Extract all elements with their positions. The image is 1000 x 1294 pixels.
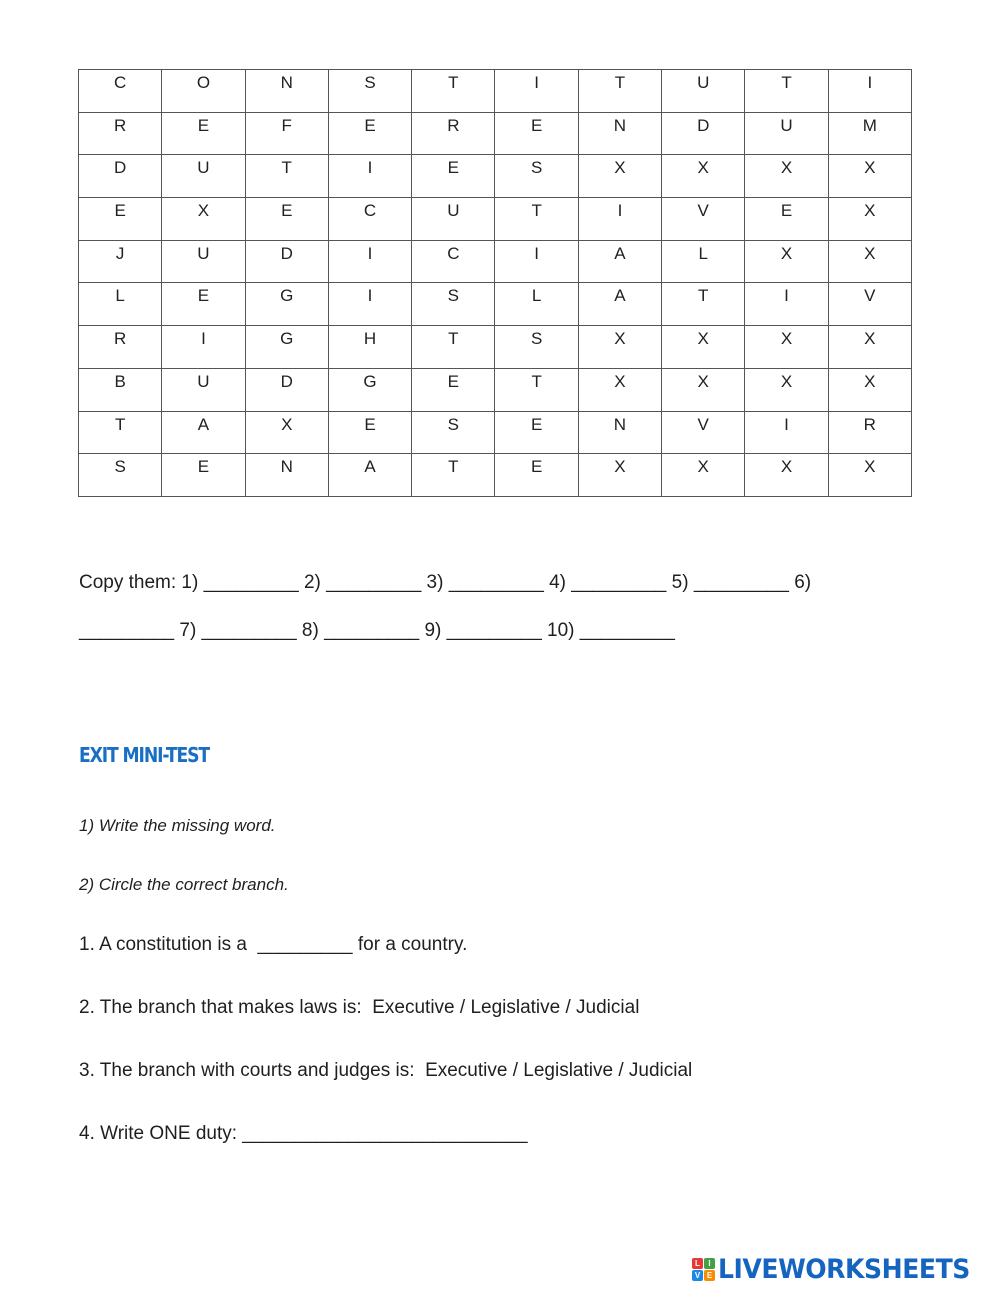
grid-cell: G: [245, 326, 328, 369]
grid-cell: L: [495, 283, 578, 326]
grid-cell: A: [578, 240, 661, 283]
grid-cell: L: [662, 240, 745, 283]
grid-cell: X: [745, 240, 828, 283]
grid-cell: A: [328, 454, 411, 497]
grid-cell: C: [328, 198, 411, 241]
logo-block: E: [704, 1270, 715, 1281]
grid-cell: X: [828, 240, 911, 283]
logo-block: V: [692, 1270, 703, 1281]
copy-line-2: _________ 7) _________ 8) _________ 9) _________ 10) _________: [79, 620, 675, 641]
question-1: 1. A constitution is a _________ for a country.: [79, 934, 468, 955]
grid-cell: I: [578, 198, 661, 241]
grid-cell: G: [245, 283, 328, 326]
grid-cell: U: [662, 70, 745, 113]
logo-blocks-icon: [692, 1258, 715, 1281]
grid-cell: I: [495, 240, 578, 283]
grid-cell: X: [828, 155, 911, 198]
grid-cell: I: [745, 411, 828, 454]
grid-cell: A: [162, 411, 245, 454]
grid-cell: X: [662, 454, 745, 497]
grid-cell: X: [828, 198, 911, 241]
grid-cell: T: [245, 155, 328, 198]
grid-cell: E: [162, 283, 245, 326]
grid-cell: U: [412, 198, 495, 241]
grid-cell: X: [745, 326, 828, 369]
grid-cell: S: [495, 326, 578, 369]
grid-cell: C: [412, 240, 495, 283]
grid-cell: J: [79, 240, 162, 283]
grid-row: [79, 411, 912, 454]
grid-row: [79, 368, 912, 411]
grid-row: [79, 198, 912, 241]
grid-row: [79, 326, 912, 369]
grid-row: [79, 70, 912, 113]
grid-cell: X: [578, 368, 661, 411]
grid-row: [79, 155, 912, 198]
grid-cell: G: [328, 368, 411, 411]
grid-cell: T: [495, 368, 578, 411]
grid-cell: E: [328, 411, 411, 454]
grid-cell: I: [745, 283, 828, 326]
grid-cell: S: [412, 411, 495, 454]
grid-cell: R: [79, 326, 162, 369]
grid-cell: X: [578, 326, 661, 369]
grid-cell: L: [79, 283, 162, 326]
question-4: 4. Write ONE duty: ___________________________: [79, 1123, 528, 1144]
grid-cell: C: [79, 70, 162, 113]
grid-cell: T: [412, 326, 495, 369]
grid-cell: X: [662, 368, 745, 411]
grid-cell: D: [662, 112, 745, 155]
grid-cell: D: [79, 155, 162, 198]
grid-cell: E: [495, 454, 578, 497]
grid-cell: N: [245, 70, 328, 113]
grid-cell: N: [245, 454, 328, 497]
grid-cell: X: [662, 326, 745, 369]
grid-cell: B: [79, 368, 162, 411]
grid-cell: T: [412, 454, 495, 497]
grid-cell: I: [828, 70, 911, 113]
grid-cell: T: [495, 198, 578, 241]
grid-cell: E: [162, 112, 245, 155]
grid-cell: V: [828, 283, 911, 326]
grid-cell: T: [578, 70, 661, 113]
word-search-grid: [78, 69, 912, 497]
grid-cell: S: [495, 155, 578, 198]
grid-row: [79, 112, 912, 155]
grid-cell: R: [412, 112, 495, 155]
question-2: 2. The branch that makes laws is: Executive / Legislative / Judicial: [79, 997, 640, 1018]
grid-cell: V: [662, 411, 745, 454]
grid-cell: E: [412, 155, 495, 198]
grid-cell: X: [745, 155, 828, 198]
grid-cell: X: [245, 411, 328, 454]
grid-cell: X: [745, 368, 828, 411]
grid-cell: U: [162, 155, 245, 198]
grid-cell: S: [412, 283, 495, 326]
logo-block: I: [704, 1258, 715, 1269]
liveworksheets-logo: [692, 1254, 989, 1285]
grid-cell: R: [828, 411, 911, 454]
grid-cell: U: [162, 368, 245, 411]
logo-text: LIVEWORKSHEETS: [718, 1254, 970, 1285]
copy-line-1: Copy them: 1) _________ 2) _________ 3) _________ 4) _________ 5) _________ 6): [79, 572, 812, 593]
grid-cell: E: [495, 411, 578, 454]
grid-cell: X: [828, 368, 911, 411]
grid-cell: R: [79, 112, 162, 155]
grid-cell: I: [162, 326, 245, 369]
grid-cell: U: [745, 112, 828, 155]
grid-cell: U: [162, 240, 245, 283]
grid-cell: T: [412, 70, 495, 113]
grid-cell: I: [328, 240, 411, 283]
grid-cell: I: [495, 70, 578, 113]
grid-cell: X: [662, 155, 745, 198]
grid-row: [79, 454, 912, 497]
grid-cell: T: [79, 411, 162, 454]
grid-cell: D: [245, 240, 328, 283]
grid-cell: X: [578, 155, 661, 198]
grid-cell: X: [162, 198, 245, 241]
grid-cell: X: [828, 326, 911, 369]
instruction-2: 2) Circle the correct branch.: [79, 875, 289, 894]
grid-cell: S: [328, 70, 411, 113]
grid-cell: I: [328, 155, 411, 198]
grid-cell: X: [745, 454, 828, 497]
grid-cell: I: [328, 283, 411, 326]
grid-cell: A: [578, 283, 661, 326]
question-3: 3. The branch with courts and judges is: Executive / Legislative / Judicial: [79, 1060, 693, 1081]
grid-cell: S: [79, 454, 162, 497]
logo-block: L: [692, 1258, 703, 1269]
grid-cell: E: [495, 112, 578, 155]
grid-row: [79, 240, 912, 283]
grid-cell: E: [162, 454, 245, 497]
grid-cell: M: [828, 112, 911, 155]
grid-cell: F: [245, 112, 328, 155]
grid-cell: E: [328, 112, 411, 155]
grid-cell: E: [79, 198, 162, 241]
grid-cell: T: [745, 70, 828, 113]
grid-cell: D: [245, 368, 328, 411]
grid-row: [79, 283, 912, 326]
grid-cell: H: [328, 326, 411, 369]
grid-cell: E: [245, 198, 328, 241]
grid-cell: X: [578, 454, 661, 497]
grid-cell: E: [745, 198, 828, 241]
grid-cell: V: [662, 198, 745, 241]
grid-cell: N: [578, 411, 661, 454]
grid-cell: O: [162, 70, 245, 113]
grid-cell: X: [828, 454, 911, 497]
exit-mini-test-heading: EXIT MINI-TEST: [79, 743, 210, 767]
grid-cell: N: [578, 112, 661, 155]
grid-cell: E: [412, 368, 495, 411]
grid-cell: T: [662, 283, 745, 326]
instruction-1: 1) Write the missing word.: [79, 816, 276, 835]
